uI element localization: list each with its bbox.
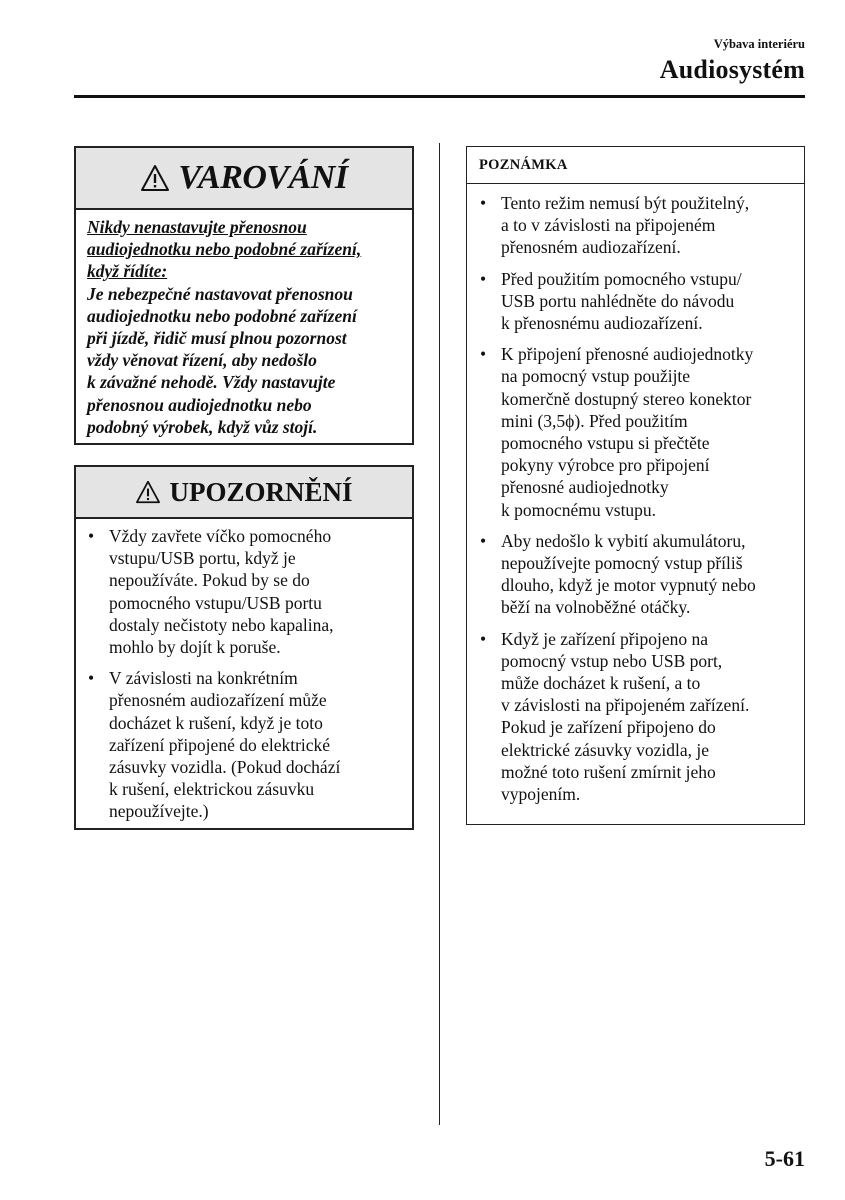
caution-line: dostaly nečistoty nebo kapalina,	[109, 614, 334, 635]
note-line: USB portu nahlédněte do návodu	[501, 290, 735, 311]
note-line: pomocný vstup nebo USB port,	[501, 650, 723, 671]
caution-line: Vždy zavřete víčko pomocného	[109, 526, 332, 546]
warning-heading-line: Nikdy nenastavujte přenosnou	[87, 217, 307, 237]
bullet-icon: •	[88, 526, 95, 546]
warning-text-line: podobný výrobek, když vůz stojí.	[87, 416, 318, 437]
caution-title: UPOZORNĚNÍ	[169, 476, 353, 507]
note-item	[479, 192, 796, 259]
caution-line: V závislosti na konkrétním	[109, 668, 298, 689]
note-line: komerčně dostupný stereo konektor	[501, 388, 752, 409]
note-line: Tento režim nemusí být použitelný,	[501, 193, 750, 213]
caution-line: zařízení připojené do elektrické	[109, 734, 331, 755]
note-line: dlouho, když je motor vypnutý nebo	[501, 575, 756, 596]
note-line: K připojení přenosné audiojednotky	[501, 344, 754, 365]
caution-line: pomocného vstupu/USB portu	[109, 592, 322, 613]
caution-line: přenosném audiozařízení může	[109, 690, 327, 711]
note-line: nepoužívejte pomocný vstup příliš	[501, 553, 743, 574]
note-line: možné toto rušení zmírnit jeho	[501, 761, 716, 782]
note-line: k pomocnému vstupu.	[501, 499, 657, 520]
note-line: přenosné audiojednotky	[501, 477, 669, 498]
note-line: Před použitím pomocného vstupu/	[501, 268, 742, 289]
caution-box	[74, 465, 414, 830]
note-line: může docházet k rušení, a to	[501, 673, 701, 694]
note-item	[479, 628, 796, 806]
bullet-icon: •	[480, 530, 487, 551]
caution-item	[87, 525, 402, 658]
note-header: POZNÁMKA	[467, 147, 804, 184]
caution-header	[76, 467, 412, 519]
column-divider	[439, 143, 440, 1125]
note-line: běží na volnoběžné otáčky.	[501, 597, 691, 618]
warning-text-line: vždy věnovat řízení, aby nedošlo	[87, 350, 317, 371]
warning-text	[87, 283, 402, 438]
warning-text-line: audiojednotku nebo podobné zařízení	[87, 305, 357, 326]
warning-text-line: k závažné nehodě. Vždy nastavujte	[87, 372, 336, 393]
note-line: a to v závislosti na připojeném	[501, 215, 716, 236]
section-title: Audiosystém	[659, 55, 805, 84]
section-subtitle: Výbava interiéru	[713, 37, 805, 51]
caution-line: vstupu/USB portu, když je	[109, 548, 296, 569]
caution-body	[76, 519, 412, 823]
warning-text-line: při jízdě, řidič musí plnou pozornost	[87, 328, 347, 349]
warning-heading	[87, 216, 402, 283]
note-line: mini (3,5ϕ). Před použitím	[501, 410, 688, 431]
warning-triangle-icon	[140, 164, 170, 192]
note-item	[479, 530, 796, 619]
bullet-icon: •	[480, 344, 487, 365]
note-line: Aby nedošlo k vybití akumulátoru,	[501, 530, 746, 551]
note-line: vypojením.	[501, 784, 581, 805]
caution-line: k rušení, elektrickou zásuvku	[109, 779, 315, 800]
caution-item	[87, 667, 402, 822]
warning-text-line: přenosnou audiojednotku nebo	[87, 394, 312, 415]
warning-text-line: Je nebezpečné nastavovat přenosnou	[87, 283, 353, 304]
caution-line: mohlo by dojít k poruše.	[109, 637, 281, 658]
note-item	[479, 343, 796, 521]
warning-heading-line: audiojednotku nebo podobné zařízení,	[87, 239, 362, 260]
bullet-icon: •	[480, 193, 487, 213]
note-body	[467, 184, 804, 805]
caution-line: docházet k rušení, když je toto	[109, 712, 323, 733]
note-line: pokyny výrobce pro připojení	[501, 455, 710, 476]
warning-title: VAROVÁNÍ	[178, 159, 348, 196]
note-line: v závislosti na připojeném zařízení.	[501, 695, 750, 716]
caution-list	[87, 525, 402, 823]
note-line: elektrické zásuvky vozidla, je	[501, 739, 709, 760]
note-item	[479, 268, 796, 335]
note-line: k přenosnému audiozařízení.	[501, 313, 703, 334]
note-box	[466, 146, 805, 825]
warning-body	[76, 210, 412, 438]
bullet-icon: •	[480, 628, 487, 649]
caution-line: nepoužívejte.)	[109, 801, 209, 822]
header-rule	[74, 95, 805, 98]
note-line: na pomocný vstup použijte	[501, 366, 691, 387]
note-list	[479, 192, 796, 805]
warning-header	[76, 148, 412, 210]
note-line: pomocného vstupu si přečtěte	[501, 433, 710, 454]
bullet-icon: •	[480, 268, 487, 289]
caution-line: nepoužíváte. Pokud by se do	[109, 570, 310, 591]
note-line: přenosném audiozařízení.	[501, 237, 681, 258]
warning-triangle-icon	[135, 480, 161, 504]
warning-heading-line: když řídíte:	[87, 261, 168, 282]
note-line: Když je zařízení připojeno na	[501, 628, 708, 649]
page-number: 5-61	[764, 1146, 805, 1171]
warning-box	[74, 146, 414, 445]
caution-line: zásuvky vozidla. (Pokud dochází	[109, 757, 341, 778]
bullet-icon: •	[88, 668, 95, 689]
note-line: Pokud je zařízení připojeno do	[501, 717, 716, 738]
